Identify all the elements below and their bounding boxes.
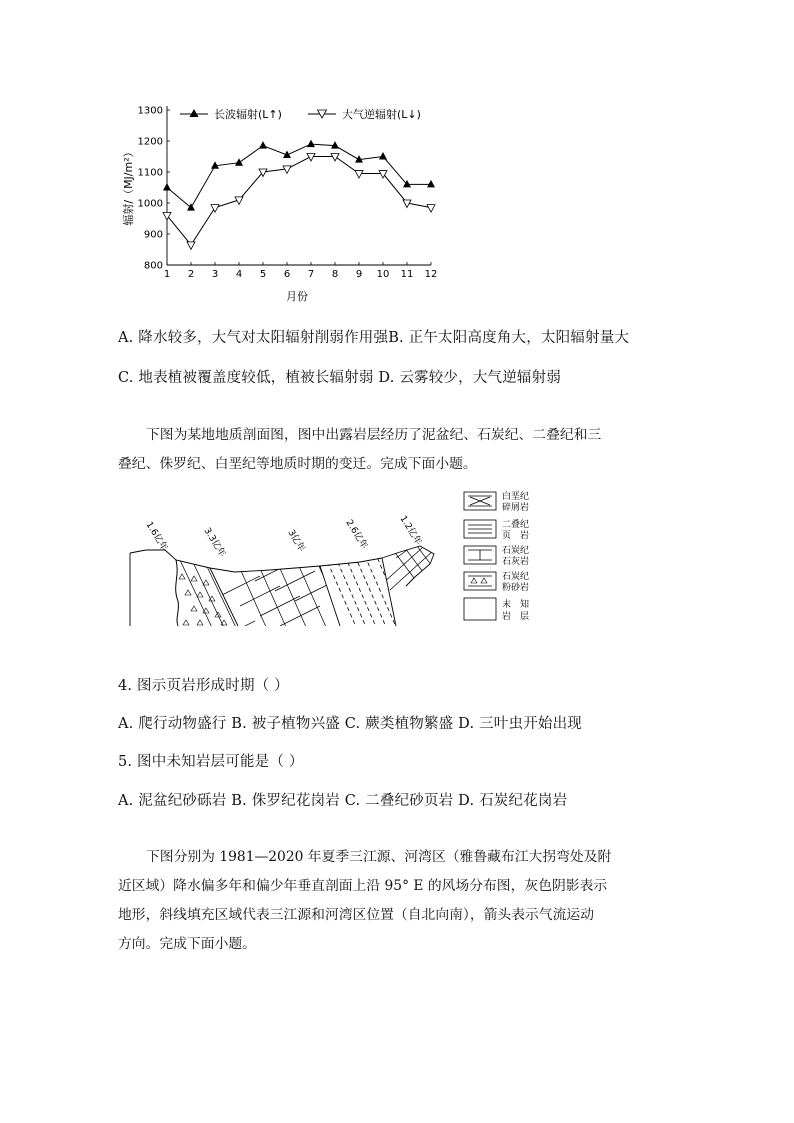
series-line-1 — [167, 157, 431, 245]
cretaceous-clastic-layer — [382, 542, 444, 590]
legend-label-backradiation: 大气逆辐射(L↓) — [342, 108, 421, 121]
unknown-rock-layer — [120, 486, 450, 636]
data-point-series0-m7 — [307, 140, 315, 148]
y-tick-label: 1300 — [137, 105, 163, 117]
intro-wind-line2: 近区域）降水偏多年和偏少年垂直剖面上沿 95° E 的风场分布图，灰色阴影表示 — [118, 878, 608, 894]
intro-wind-line4: 方向。完成下面小题。 — [118, 936, 256, 952]
x-axis-label: 月份 — [286, 290, 308, 303]
y-tick-label: 1000 — [137, 198, 163, 210]
data-point-series0-m5 — [259, 141, 267, 149]
x-tick-label: 12 — [424, 269, 438, 280]
y-tick-label: 800 — [143, 260, 163, 272]
y-tick-label: 1100 — [137, 167, 163, 179]
x-tick-label: 7 — [307, 269, 315, 280]
legend-text-limestone-2: 石灰岩 — [502, 557, 530, 567]
legend-text-siltstone-2: 粉砂岩 — [502, 583, 530, 593]
y-axis-label: 辐射/（MJ/m²） — [122, 146, 135, 226]
data-point-series1-m9 — [355, 171, 363, 179]
series-line-0 — [167, 144, 431, 208]
chart-legend — [180, 107, 421, 121]
age-label-1-6: 1.6亿年 — [143, 520, 170, 554]
intro-geology-line1: 下图为某地地质剖面图，图中出露岩层经历了泥盆纪、石炭纪、二叠纪和三 — [146, 427, 602, 443]
data-point-series0-m1 — [163, 183, 171, 191]
x-tick-label: 10 — [376, 269, 390, 280]
age-label-1-2: 1.2亿年 — [397, 514, 424, 548]
data-point-series1-m2 — [187, 242, 195, 250]
x-tick-label: 1 — [163, 269, 171, 280]
x-tick-label: 8 — [331, 269, 339, 280]
carboniferous-limestone-layer — [220, 546, 350, 636]
intro-wind-line3: 地形，斜线填充区域代表三江源和河湾区位置（自北向南），箭头表示气流运动 — [118, 907, 594, 923]
geology-legend — [462, 488, 552, 628]
q4-options: A. 爬行动物盛行 B. 被子植物兴盛 C. 蕨类植物繁盛 D. 三叶虫开始出现 — [118, 716, 583, 732]
data-point-series1-m12 — [427, 205, 435, 213]
x-tick-label: 2 — [187, 269, 195, 280]
data-point-series0-m10 — [379, 152, 387, 160]
data-point-series1-m3 — [211, 205, 219, 213]
q3-options-line2: C. 地表植被覆盖度较低，植被长辐射弱 D. 云雾较少，大气逆辐射弱 — [118, 370, 562, 386]
q4-stem: 4. 图示页岩形成时期（ ） — [118, 678, 289, 694]
radiation-chart — [118, 96, 458, 306]
intro-geology — [118, 421, 678, 479]
q5-stem: 5. 图中未知岩层可能是（ ） — [118, 754, 304, 770]
x-tick-label: 11 — [400, 269, 414, 280]
data-point-series1-m8 — [331, 154, 339, 162]
legend-text-shale-1: 二叠纪 — [502, 520, 530, 530]
legend-text-clastic-1: 白垩纪 — [502, 492, 530, 502]
data-point-series0-m12 — [427, 180, 435, 188]
intro-wind-line1: 下图分别为 1981—2020 年夏季三江源、河湾区（雅鲁藏布江大拐弯处及附 — [146, 849, 612, 865]
y-tick-label: 900 — [143, 229, 163, 241]
legend-text-limestone-1: 石炭纪 — [502, 546, 530, 556]
geologic-section — [120, 486, 450, 636]
x-tick-label: 5 — [259, 269, 267, 280]
legend-text-siltstone-1: 石炭纪 — [502, 572, 530, 582]
legend-text-shale-2: 页 岩 — [502, 531, 530, 541]
legend-swatch-unknown — [464, 598, 496, 620]
legend-text-unknown-1: 未 知 — [502, 600, 530, 610]
x-tick-label: 9 — [355, 269, 363, 280]
age-label-2-6: 2.6亿年 — [343, 518, 370, 552]
legend-marker-longwave — [190, 109, 199, 117]
q5-options: A. 泥盆纪砂砾岩 B. 侏罗纪花岗岩 C. 二叠纪砂页岩 D. 石炭纪花岗岩 — [118, 793, 568, 809]
x-tick-label: 4 — [235, 269, 243, 280]
legend-label-longwave: 长波辐射(L↑) — [214, 108, 282, 121]
data-point-series0-m4 — [235, 158, 243, 166]
q3-options-line1: A. 降水较多，大气对太阳辐射削弱作用强B. 正午太阳高度角大，太阳辐射量大 — [118, 330, 630, 346]
x-tick-label: 6 — [283, 269, 291, 280]
data-point-series0-m8 — [331, 141, 339, 149]
legend-text-unknown-2: 岩 层 — [502, 612, 530, 622]
legend-text-clastic-2: 碎屑岩 — [502, 503, 530, 513]
age-label-3: 3亿年 — [285, 528, 307, 554]
intro-geology-line2: 叠纪、侏罗纪、白垩纪等地质时期的变迁。完成下面小题。 — [118, 456, 477, 472]
legend-swatch-siltstone — [464, 572, 496, 590]
age-label-3-3: 3.3亿年 — [201, 526, 228, 560]
intro-wind-field — [118, 843, 678, 959]
data-point-series0-m2 — [187, 203, 195, 211]
x-tick-label: 3 — [211, 269, 219, 280]
y-tick-label: 1200 — [137, 136, 163, 148]
data-point-series1-m7 — [307, 154, 315, 162]
